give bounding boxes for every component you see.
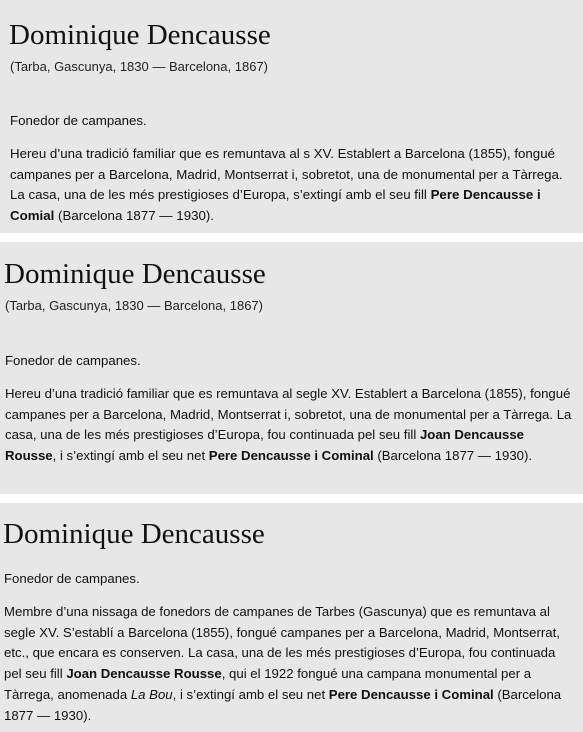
bio-text: , i s’extingí amb el seu net bbox=[52, 447, 209, 463]
bio-name-link[interactable]: Pere Dencausse i Cominal bbox=[208, 447, 374, 463]
bell-name: La Bou bbox=[130, 686, 173, 702]
entry-bio bbox=[10, 144, 570, 226]
entry-role: Fonedor de campanes. bbox=[10, 113, 147, 128]
bio-text: Hereu d’una tradició familiar que es remuntava al s XV. Establert a Barcelona (1855), fongué campanes per a Barcelona, Madrid, Montserrat i, sobretot, una de monumental per a Tàrrega. La casa, una de les més prestigioses d’Europa, s’extingí amb el seu fill bbox=[10, 146, 563, 202]
bio-name-link[interactable]: Pere Dencausse i Comial bbox=[10, 187, 541, 223]
entry-bio bbox=[4, 602, 576, 726]
entry-version-1 bbox=[0, 0, 583, 233]
entry-dates: (Tarba, Gascunya, 1830 — Barcelona, 1867) bbox=[10, 59, 268, 74]
bio-name-link[interactable]: Pere Dencausse i Cominal bbox=[328, 686, 494, 702]
entry-title: Dominique Dencausse bbox=[3, 518, 265, 550]
bio-text: , i s’extingí amb el seu net bbox=[172, 686, 329, 702]
bio-text: Membre d’una nissaga de fonedors de campanes de Tarbes (Gascunya) que es remuntava al segle XV. S’establí a Barcelona (1855), fongué campanes per a Barcelona, Madrid, Montserrat, etc., que encara es conserven. La casa, una de les més prestigioses d’Europa, fou continuada pel seu fill bbox=[4, 604, 560, 682]
bio-text: , qui el 1922 fongué una campana monumental per a Tàrrega, anomenada bbox=[4, 666, 532, 702]
entry-title: Dominique Dencausse bbox=[4, 258, 266, 290]
bio-name-link[interactable]: Joan Dencausse Rousse bbox=[66, 666, 222, 682]
bio-name-link[interactable]: Joan Dencausse Rousse bbox=[5, 427, 525, 463]
entry-version-2 bbox=[0, 242, 583, 494]
entry-role: Fonedor de campanes. bbox=[4, 571, 140, 586]
entry-title: Dominique Dencausse bbox=[9, 19, 271, 51]
bio-text: (Barcelona 1877 — 1930). bbox=[4, 686, 562, 723]
bio-text: Hereu d’una tradició familiar que es remuntava al segle XV. Establert a Barcelona (1855), fongué campanes per a Barcelona, Madrid, Montserrat i, sobretot, una de monumental per a Tàrrega. La casa, una de les més prestigioses d’Europa, fou continuada pel seu fill bbox=[5, 386, 572, 443]
bio-text: (Barcelona 1877 — 1930). bbox=[373, 447, 533, 463]
entry-version-3 bbox=[0, 503, 583, 732]
entry-role: Fonedor de campanes. bbox=[5, 353, 141, 368]
entry-dates: (Tarba, Gascunya, 1830 — Barcelona, 1867) bbox=[5, 298, 263, 313]
bio-text: (Barcelona 1877 — 1930). bbox=[54, 207, 215, 223]
entry-bio bbox=[5, 384, 577, 466]
